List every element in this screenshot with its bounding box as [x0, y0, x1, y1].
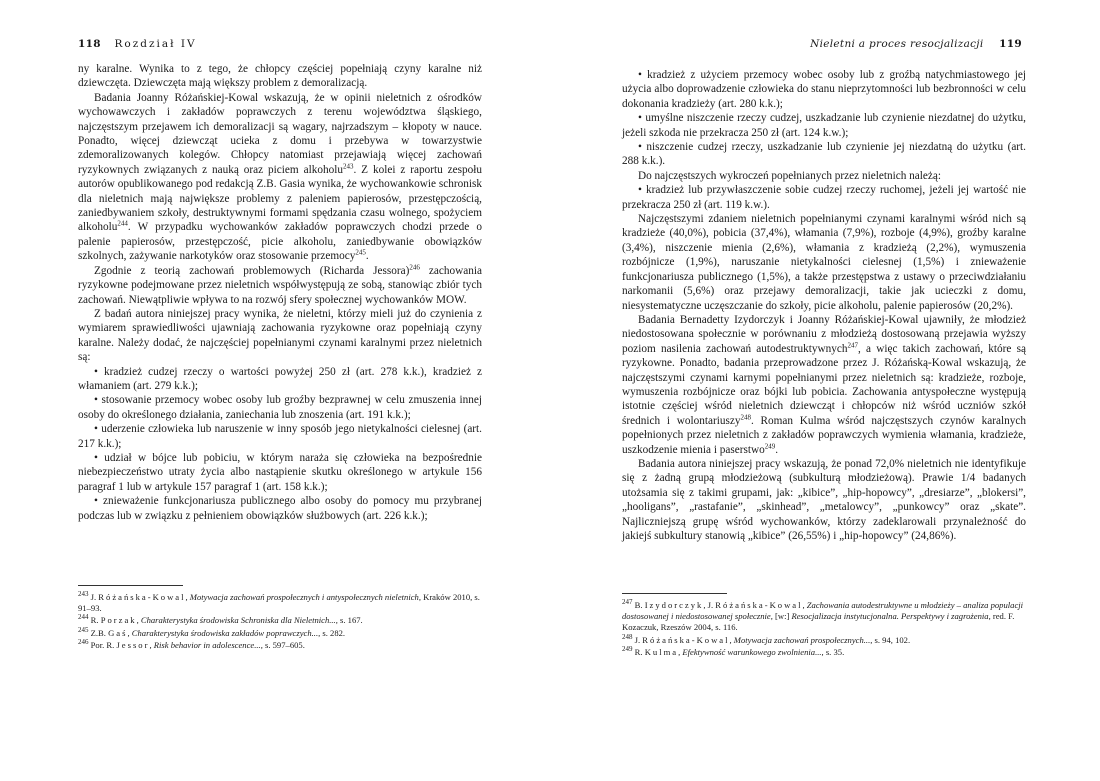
bullet-item: • udział w bójce lub pobiciu, w którym naraża się człowieka na bezpośrednie niebezpieczeństwo utraty życia albo nastąpienie skutku określonego w artykule 156 paragraf 1 lub w artykule 157 paragraf 1 (art. 158 k.k.); [78, 451, 482, 493]
bullet-item: • niszczenie cudzej rzeczy, uszkadzanie lub czynienie jej niezdatną do użytku (art. 288 k.k.). [622, 141, 1026, 168]
footnote: $^{246}$ Por. R. Jessor, Risk behavior in adolescence..., s. 597–605. [78, 637, 305, 650]
footnote: $^{249}$ R. Kulma, Efektywność warunkowego zwolnienia..., s. 35. [622, 644, 845, 657]
bullet-item: • kradzież z użyciem przemocy wobec osoby lub z groźbą natychmiastowego jej użycia albo doprowadzenie człowieka do stanu nieprzytomności lub bezbronności w celu dokonania kradzieży (art. 280 k.k.); [622, 69, 1026, 110]
running-title: Nieletni a proces resocjalizacji [810, 38, 984, 50]
right-page-header [810, 38, 1022, 50]
footnote: $^{244}$ R. Porzak, Charakterystyka środowiska Schroniska dla Nieletnich..., s. 167. [78, 613, 363, 626]
bullet-item: • stosowanie przemocy wobec osoby lub groźby bezprawnej w celu zmuszenia innej osoby do określonego działania, zaniechania lub znoszenia (art. 191 k.k.); [78, 394, 482, 421]
footnote: $^{248}$ J. Różańska-Kowal, Motywacja zachowań prospołecznych..., s. 94, 102. [622, 632, 911, 645]
body-paragraph: Z badań autora niniejszej pracy wynika, że nieletni, którzy mieli już do czynienia z wymiarem sprawiedliwości ujawniają zachowania ryzykowne oraz popełniają czyny karalne. Należy dodać, że najczęściej popełnianymi czynami karalnymi przez nieletnich są: [78, 307, 482, 364]
page-number: 118 [78, 38, 101, 50]
right-footnotes [622, 600, 1026, 659]
body-paragraph: Badania autora niniejszej pracy wskazują, że ponad 72,0% nieletnich nie identyfikuje się z żadną grupą młodzieżową (subkulturą młodzieżową). Prawie 1/4 badanych utożsamia się z takimi grupami, jak: „kibice”, „hip-hopowcy”, „dresiarze”, „blokersi”, „hooligans”, „rastafanie”, „skinhead”, „metalowcy”, „punkowcy” oraz „skate”. Najliczniejszą grupę wśród wychowanków, którzy zadeklarowali przynależność do jakiejś subkultury stanowią „kibice” (26,55%) i „hip-hopowcy” (24,86%). [622, 457, 1026, 542]
footnote-separator [78, 585, 183, 586]
bullet-item: • kradzież cudzej rzeczy o wartości powyżej 250 zł (art. 278 k.k.), kradzież z włamaniem (art. 279 k.k.); [78, 365, 482, 392]
body-paragraph: Najczęstszymi zdaniem nieletnich popełnianymi czynami karalnymi wśród nich są kradzieże (40,0%), pobicia (37,4%), włamania (7,9%), rozboje (4,9%), groźby karalne (3,4%), niszczenie mienia (2,6%), włamania z kradzieżą (2,2%), wymuszenia rozbójnicze (1,9%), naruszanie nietykalności cielesnej (1,5%) i znieważenie funkcjonariusza publicznego (1,5%), a także przestępstwa z ustawy o przeciwdziałaniu narkomanii (5,6%) oraz przejawy demoralizacji, takie jak ucieczki z domu, niesystematyczne uczęszczanie do szkoły, picie alkoholu, palenie papierosów (20,2%). [622, 213, 1026, 312]
left-page-body [78, 62, 482, 523]
page-number: 119 [999, 38, 1022, 50]
right-page-body [622, 68, 1026, 543]
chapter-title: Rozdział IV [114, 38, 197, 50]
footnote: $^{245}$ Z.B. Gaś, Charakterystyka środowiska zakładów poprawczych..., s. 282. [78, 625, 346, 638]
bullet-item: • znieważenie funkcjonariusza publicznego albo osoby do pomocy mu przybranej podczas lub w związku z pełnieniem obowiązków służbowych (art. 226 k.k.); [78, 495, 482, 522]
body-paragraph: Badania Bernadetty Izydorczyk i Joanny Różańskiej-Kowal ujawniły, że młodzież niedostosowana społecznie w porównaniu z młodzieżą dostosowaną przejawia wyższy poziom nasilenia zachowań autodestruktywnych$^{247}$, a więc takich zachowań, które są ryzykowne. Ponadto, badania przeprowadzone przez J. Różańską-Kowal wskazują, że najczęstszymi czynami karnymi popełnianymi przez nieletnich są: kradzieże, rozboje, wymuszenia rozbójnicze oraz bójki lub pobicia. Zachowania antyspołeczne występują istotnie częściej wśród nieletnich dziewcząt i chłopców niż wśród uczniów szkół średnich i wolontariuszy$^{248}$. Roman Kulma wśród najczęstszych czynów karalnych popełnionych przez nieletnich z zakładów poprawczych wymienia włamania, kradzieże, uszkodzenie mienia i paserstwo$^{249}$. [622, 313, 1026, 456]
bullet-item: • kradzież lub przywłaszczenie sobie cudzej rzeczy ruchomej, jeżeli jej wartość nie przekracza 250 zł (art. 119 k.w.). [622, 184, 1026, 211]
bullet-item: • uderzenie człowieka lub naruszenie w inny sposób jego nietykalności cielesnej (art. 217 k.k.); [78, 423, 482, 450]
right-page [550, 0, 1100, 781]
body-paragraph: ny karalne. Wynika to z tego, że chłopcy częściej popełniają czyny karalne niż dziewczęta. Dziewczęta mają większy problem z demoralizacją. [78, 63, 482, 90]
left-footnotes [78, 592, 482, 652]
body-paragraph: Zgodnie z teorią zachowań problemowych (Richarda Jessora)$^{246}$ zachowania ryzykowne podejmowane przez nieletnich współwystępują ze sobą, stanowiąc zbiór tych zachowań. Niewątpliwie wpływa to na rozwój sfery społecznej wychowanków MOW. [78, 262, 483, 306]
left-page-header [78, 38, 197, 50]
body-paragraph: Do najczęstszych wykroczeń popełnianych przez nieletnich należą: [638, 169, 941, 182]
body-paragraph: Badania Joanny Różańskiej-Kowal wskazują, że w opinii nieletnich z ośrodków wychowawczych i zakładów poprawczych z terenu województwa śląskiego, najczęstszym przejawem ich demoralizacji są wagary, najrzadszym – kłopoty w nauce. Ponadto, więcej dziewcząt ucieka z domu i przebywa w towarzystwie zdemoralizowanych kolegów. Chłopcy natomiast przejawiają więcej zachowań ryzykownych związanych z nauką oraz piciem alkoholu$^{243}$. Z kolei z raportu zespołu autorów opublikowanego pod redakcją Z.B. Gasia wynika, że wychowankowie schronisk dla nieletnich mają największe problemy z paleniem papierosów, przestępczością, zaniedbywaniem szkoły, destruktywnymi formami spędzania czasu wolnego, spożyciem alkoholu$^{244}$. W przypadku wychowanków zakładów poprawczych chodzi przede o palenie papierosów, przestępczość, picie alkoholu, zaniedbywanie obowiązków szkolnych, zażywanie narkotyków oraz stosowanie przemocy$^{245}$. [78, 91, 482, 263]
bullet-item: • umyślne niszczenie rzeczy cudzej, uszkadzanie lub czynienie niezdatnej do użytku, jeżeli szkoda nie przekracza 250 zł (art. 124 k.w.); [622, 112, 1026, 139]
footnote-separator [622, 593, 727, 594]
footnote: $^{247}$ B. Izydorczyk, J. Różańska-Kowal, Zachowania autodestruktywne u młodzieży – analiza populacji dostosowanej i niedostosowanej społecznie, [w:] Resocjalizacja instytucjonalna. Perspektywy i zagrożenia, red. F. Kozaczuk, Rzeszów 2004, s. 116. [622, 598, 1024, 633]
footnote: $^{243}$ J. Różańska-Kowal, Motywacja zachowań prospołecznych i antyspołecznych nieletnich, Kraków 2010, s. 91–93. [78, 590, 480, 614]
